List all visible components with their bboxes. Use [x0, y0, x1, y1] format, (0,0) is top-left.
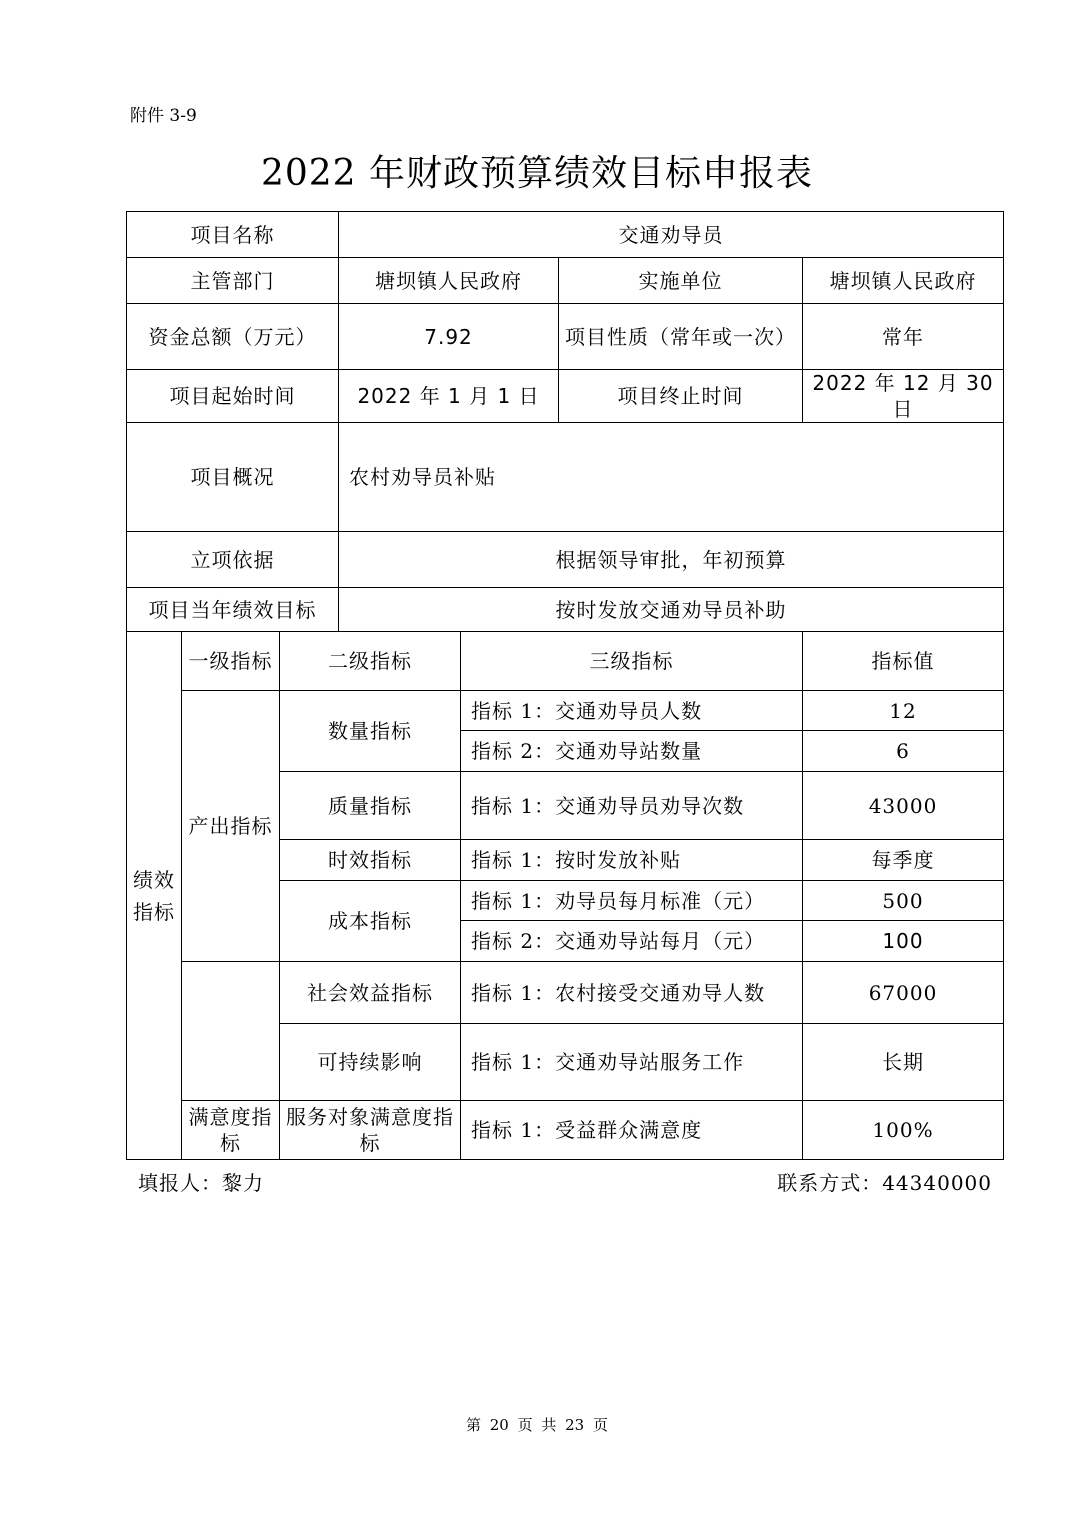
satisfaction-label: 满意度指标 — [182, 1101, 280, 1160]
timeliness-label: 时效指标 — [280, 840, 461, 881]
value-cell: 每季度 — [803, 840, 1004, 881]
row-goal — [127, 588, 1004, 632]
perf-header-row — [127, 632, 1004, 691]
end-label: 项目终止时间 — [559, 370, 803, 423]
value-cell: 12 — [803, 691, 1004, 731]
overview-value: 农村劝导员补贴 — [339, 423, 1004, 532]
indicator-cell: 指标 1：按时发放补贴 — [461, 840, 803, 881]
row-overview — [127, 423, 1004, 532]
budget-form-table — [126, 211, 1004, 1160]
indicator-cell: 指标 1：交通劝导员人数 — [461, 691, 803, 731]
overview-label: 项目概况 — [127, 423, 339, 532]
filler-label: 填报人：黎力 — [138, 1171, 264, 1195]
fund-label: 资金总额（万元） — [127, 304, 339, 370]
goal-label: 项目当年绩效目标 — [127, 588, 339, 632]
sustain-label: 可持续影响 — [280, 1024, 461, 1101]
header-value: 指标值 — [803, 632, 1004, 691]
nature-label: 项目性质（常年或一次） — [559, 304, 803, 370]
basis-value: 根据领导审批，年初预算 — [339, 532, 1004, 588]
row-project-name — [127, 212, 1004, 258]
header-level3: 三级指标 — [461, 632, 803, 691]
value-cell: 100% — [803, 1101, 1004, 1160]
project-name-value: 交通劝导员 — [339, 212, 1004, 258]
goal-value: 按时发放交通劝导员补助 — [339, 588, 1004, 632]
value-cell: 长期 — [803, 1024, 1004, 1101]
service-label: 服务对象满意度指标 — [280, 1101, 461, 1160]
indicator-cell: 指标 1：交通劝导站服务工作 — [461, 1024, 803, 1101]
dept-value: 塘坝镇人民政府 — [339, 258, 559, 304]
contact-label: 联系方式：44340000 — [777, 1171, 992, 1195]
indicator-cell: 指标 2：交通劝导站数量 — [461, 731, 803, 772]
basis-label: 立项依据 — [127, 532, 339, 588]
indicator-cell: 指标 2：交通劝导站每月（元） — [461, 921, 803, 962]
value-cell: 500 — [803, 881, 1004, 921]
header-level1: 一级指标 — [182, 632, 280, 691]
cost-label: 成本指标 — [280, 881, 461, 962]
table-row — [127, 1101, 1004, 1160]
attachment-label: 附件 3-9 — [130, 106, 197, 126]
row-dates — [127, 370, 1004, 423]
impl-value: 塘坝镇人民政府 — [803, 258, 1004, 304]
project-name-label: 项目名称 — [127, 212, 339, 258]
value-cell: 67000 — [803, 962, 1004, 1024]
dept-label: 主管部门 — [127, 258, 339, 304]
row-dept — [127, 258, 1004, 304]
perf-group-label: 绩效指标 — [127, 632, 182, 1160]
social-label: 社会效益指标 — [280, 962, 461, 1024]
page-footer: 第 20 页 共 23 页 — [465, 1416, 608, 1434]
indicator-cell: 指标 1：劝导员每月标准（元） — [461, 881, 803, 921]
quantity-label: 数量指标 — [280, 691, 461, 772]
impl-label: 实施单位 — [559, 258, 803, 304]
indicator-cell: 指标 1：交通劝导员劝导次数 — [461, 772, 803, 840]
start-label: 项目起始时间 — [127, 370, 339, 423]
row-basis — [127, 532, 1004, 588]
value-cell: 6 — [803, 731, 1004, 772]
value-cell: 100 — [803, 921, 1004, 962]
fund-value: 7.92 — [339, 304, 559, 370]
page-title: 2022 年财政预算绩效目标申报表 — [260, 153, 814, 194]
header-level2: 二级指标 — [280, 632, 461, 691]
indicator-cell: 指标 1：农村接受交通劝导人数 — [461, 962, 803, 1024]
start-value: 2022 年 1 月 1 日 — [339, 370, 559, 423]
table-row — [127, 962, 1004, 1024]
value-cell: 43000 — [803, 772, 1004, 840]
table-row — [127, 691, 1004, 731]
nature-value: 常年 — [803, 304, 1004, 370]
indicator-cell: 指标 1：受益群众满意度 — [461, 1101, 803, 1160]
end-value: 2022 年 12 月 30 日 — [803, 370, 1004, 423]
quality-label: 质量指标 — [280, 772, 461, 840]
output-label: 产出指标 — [182, 691, 280, 962]
effect-level1-cell — [182, 962, 280, 1101]
row-fund — [127, 304, 1004, 370]
